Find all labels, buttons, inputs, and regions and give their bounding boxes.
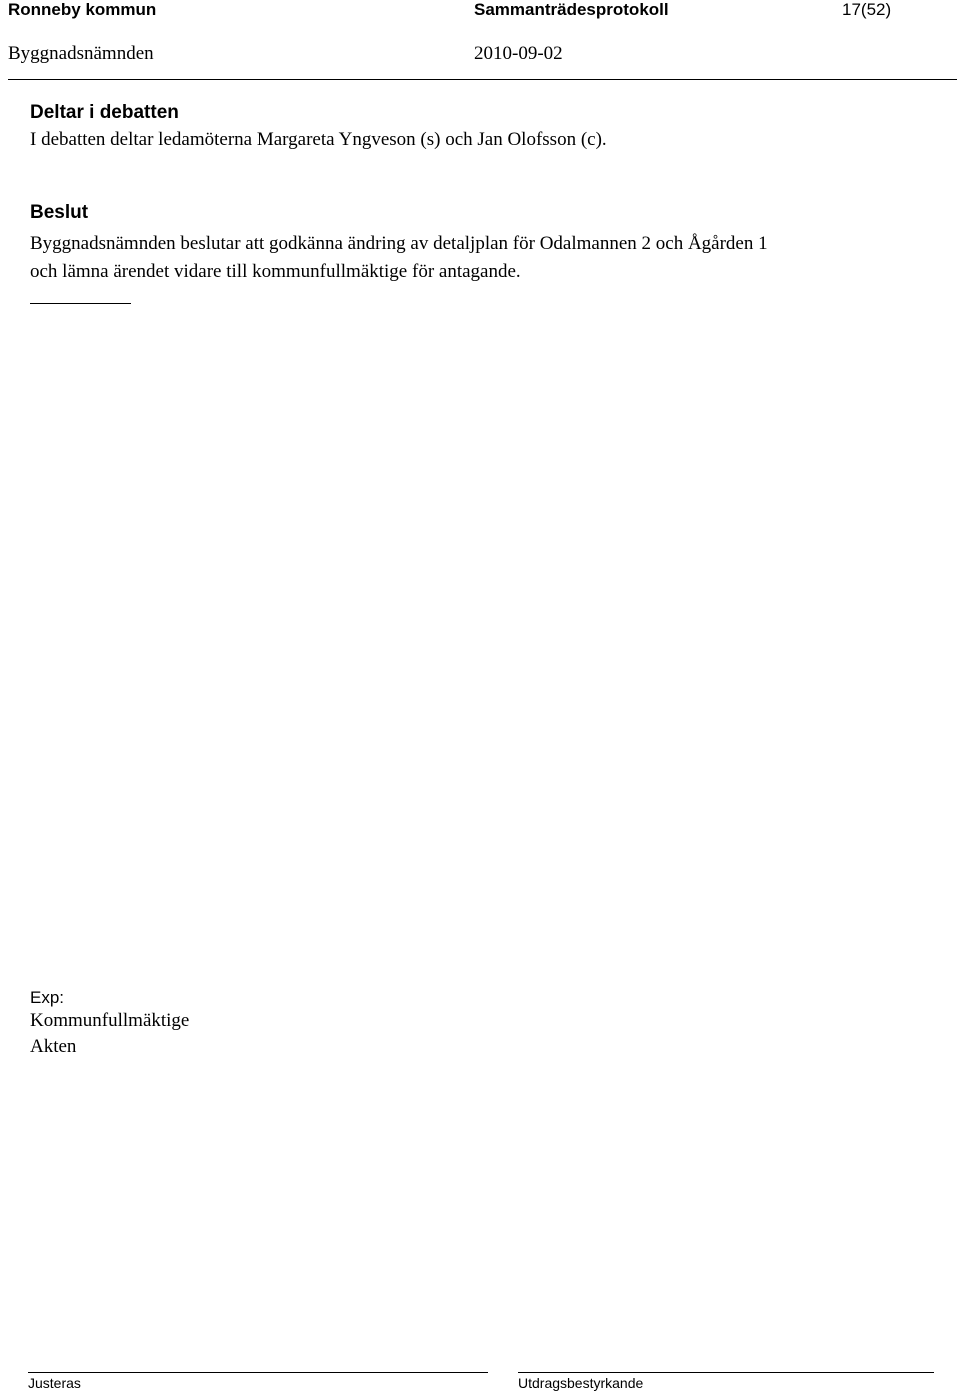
decision-text-line-2: och lämna ärendet vidare till kommunfullmäktige för antagande. — [30, 261, 521, 282]
page-number: 17(52) — [842, 0, 892, 19]
header-divider — [8, 79, 957, 80]
committee-name: Byggnadsnämnden — [8, 43, 154, 64]
document-type: Sammanträdesprotokoll — [474, 0, 669, 19]
section-end-rule — [30, 303, 131, 304]
organization-name: Ronneby kommun — [8, 0, 157, 19]
debate-text: I debatten deltar ledamöterna Margareta Yngveson (s) och Jan Olofsson (c). — [30, 129, 607, 150]
justeras-label: Justeras — [28, 1375, 81, 1391]
signature-line-justeras — [28, 1372, 488, 1373]
decision-text-line-1: Byggnadsnämnden beslutar att godkänna ändring av detaljplan för Odalmannen 2 och Ågården 1 — [30, 233, 768, 254]
expedition-label: Exp: — [30, 988, 65, 1007]
debate-heading: Deltar i debatten — [30, 102, 179, 123]
meeting-date: 2010-09-02 — [474, 43, 563, 64]
utdragsbestyrkande-label: Utdragsbestyrkande — [518, 1375, 644, 1391]
signature-line-utdrag — [518, 1372, 934, 1373]
expedition-recipient: Kommunfullmäktige — [30, 1010, 190, 1031]
decision-heading: Beslut — [30, 202, 89, 223]
expedition-recipient: Akten — [30, 1036, 77, 1057]
